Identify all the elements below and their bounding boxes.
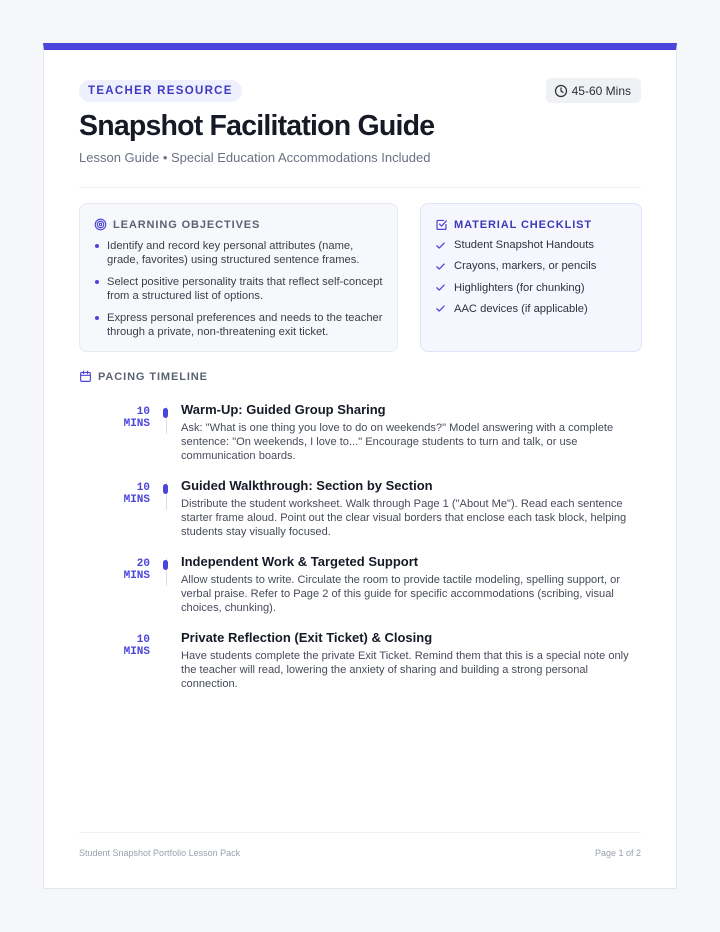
bullet-dot: [95, 316, 99, 320]
material-checklist-card: [420, 203, 642, 352]
resource-tag: TEACHER RESOURCE: [79, 80, 242, 102]
pacing-heading-label: PACING TIMELINE: [98, 370, 208, 383]
bullet-dot: [95, 280, 99, 284]
check-icon: [435, 282, 446, 293]
step-description: Allow students to write. Circulate the room to provide tactile modeling, spelling support, or verbal praise. Refer to Page 2 of this guide for specific accommodations (scribing, visual choices, chunking).: [181, 574, 621, 615]
step-title: Private Reflection (Exit Ticket) & Closing: [181, 630, 433, 645]
objectives-heading-label: LEARNING OBJECTIVES: [113, 218, 261, 231]
duration-label: 45-60 Mins: [571, 83, 631, 98]
material-text: Highlighters (for chunking): [454, 281, 585, 294]
step-description: Ask: "What is one thing you love to do on weekends?" Model answering with a complete sentence: "On weekends, I love to..." Encourage students to turn and talk, or use communication boards.: [181, 422, 614, 463]
timeline-node: [163, 408, 168, 418]
step-title: Independent Work & Targeted Support: [181, 554, 419, 569]
timeline-node: [163, 484, 168, 494]
materials-heading: [435, 218, 627, 231]
footer-pack-name: Student Snapshot Portfolio Lesson Pack: [79, 848, 241, 858]
material-text: Student Snapshot Handouts: [454, 239, 594, 251]
pacing-heading: [79, 370, 208, 383]
material-item: [435, 302, 627, 316]
objective-item: [94, 275, 383, 303]
step-duration: 10 MINS: [123, 406, 150, 430]
check-icon: [435, 240, 446, 251]
step-duration: 10 MINS: [123, 482, 150, 506]
check-icon: [435, 261, 446, 272]
step-title: Warm-Up: Guided Group Sharing: [181, 402, 386, 417]
check-icon: [435, 303, 446, 314]
calendar-icon: [79, 370, 92, 383]
step-description: Distribute the student worksheet. Walk through Page 1 ("About Me"). Read each sentence starter frame aloud. Point out the clear visual borders that enclose each task block, helping students stay visually focused.: [181, 498, 627, 539]
step-content: [181, 402, 641, 464]
step-content: [181, 554, 641, 616]
step-duration: 20 MINS: [123, 558, 150, 582]
step-content: [181, 630, 641, 692]
checkbox-icon: [435, 218, 448, 231]
objectives-heading: [94, 218, 383, 231]
timeline-node: [163, 560, 168, 570]
materials-heading-label: MATERIAL CHECKLIST: [454, 218, 593, 231]
guide-page: [43, 43, 677, 889]
page-number: Page 1 of 2: [594, 848, 641, 858]
objective-text: Select positive personality traits that reflect self-concept from a structured list of options.: [107, 276, 383, 302]
material-text: Crayons, markers, or pencils: [454, 260, 597, 273]
materials-list: [435, 238, 627, 316]
step-description: Have students complete the private Exit Ticket. Remind them that this is a special note only the teacher will read, lowering the anxiety of sharing and building a strong personal connection.: [181, 650, 629, 691]
step-duration: 10 MINS: [123, 634, 150, 658]
clock-icon: [554, 84, 568, 98]
target-icon: [94, 218, 107, 231]
footer-divider: [79, 832, 641, 833]
learning-objectives-card: [79, 203, 398, 352]
material-item: [435, 259, 627, 273]
objective-item: [94, 239, 383, 267]
objective-text: Identify and record key personal attributes (name, grade, favorites) using structured sentence frames.: [107, 240, 360, 266]
page-subtitle: Lesson Guide • Special Education Accommodations Included: [79, 150, 431, 165]
material-item: [435, 281, 627, 295]
step-content: [181, 478, 641, 540]
material-item: [435, 238, 627, 252]
objective-text: Express personal preferences and needs to the teacher through a private, non-threatening exit ticket.: [107, 312, 383, 338]
page-title: Snapshot Facilitation Guide: [79, 110, 435, 142]
header-divider: [79, 187, 641, 188]
material-text: AAC devices (if applicable): [454, 302, 588, 315]
objectives-list: [94, 239, 383, 339]
objective-item: [94, 311, 383, 339]
duration-badge: [546, 78, 641, 103]
step-title: Guided Walkthrough: Section by Section: [181, 478, 433, 493]
bullet-dot: [95, 244, 99, 248]
